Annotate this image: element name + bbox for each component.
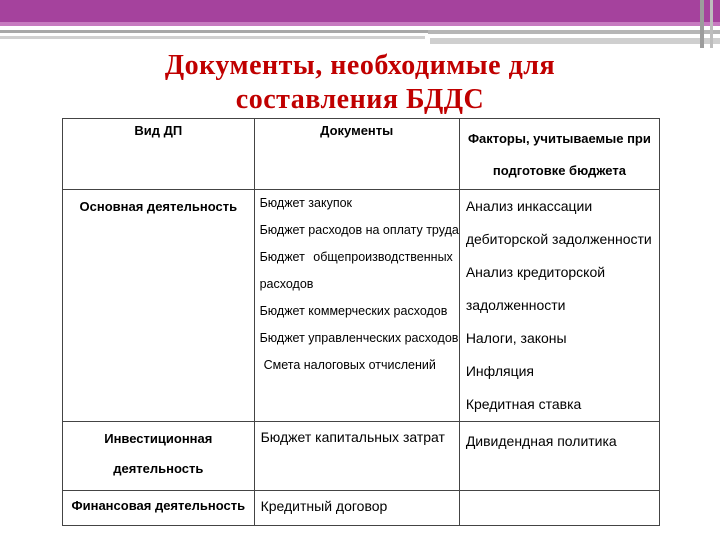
factor-item: Анализ инкассации bbox=[465, 198, 593, 214]
top-decor-band bbox=[0, 0, 720, 22]
title-line-1: Документы, необходимые для bbox=[164, 50, 556, 81]
document-item: Бюджет закупок bbox=[259, 196, 353, 210]
activity-label: Финансовая деятельность bbox=[71, 498, 246, 513]
header-factors-line-2: подготовке бюджета bbox=[492, 163, 626, 178]
table-row bbox=[63, 190, 660, 422]
activity-label-line-1: Инвестиционная bbox=[104, 431, 213, 446]
decor-line bbox=[0, 30, 430, 33]
decor-line bbox=[700, 0, 704, 48]
factor-item: Инфляция bbox=[465, 363, 534, 379]
decor-line bbox=[0, 36, 425, 39]
table-row bbox=[63, 422, 660, 491]
factor-item: Дивидендная политика bbox=[465, 433, 617, 449]
document-item: Бюджет капитальных затрат bbox=[260, 429, 445, 445]
decor-line bbox=[428, 30, 720, 34]
document-item: Бюджет расходов на оплату труда bbox=[259, 223, 459, 237]
document-item-part: общепроизводственных bbox=[313, 250, 453, 264]
document-item: Кредитный договор bbox=[260, 498, 388, 514]
factor-item: задолженности bbox=[465, 297, 566, 313]
header-activity: Вид ДП bbox=[63, 119, 255, 190]
factor-item: дебиторской задолженности bbox=[465, 231, 652, 247]
top-decor-band-light bbox=[0, 22, 720, 26]
header-factors-line-1: Факторы, учитываемые при bbox=[467, 131, 651, 146]
title-line-2: составления БДДС bbox=[235, 84, 485, 115]
decor-line bbox=[430, 38, 720, 44]
activity-cell bbox=[63, 491, 255, 526]
factor-item: Налоги, законы bbox=[465, 330, 567, 346]
factor-item: Кредитная ставка bbox=[465, 396, 582, 412]
document-item: расходов bbox=[259, 277, 314, 291]
factors-cell bbox=[459, 190, 659, 422]
documents-cell bbox=[254, 422, 459, 491]
factors-cell bbox=[459, 422, 659, 491]
header-documents: Документы bbox=[254, 119, 459, 190]
activity-label-line-2: деятельность bbox=[113, 461, 204, 476]
factor-item: Анализ кредиторской bbox=[465, 264, 606, 280]
factors-cell bbox=[459, 491, 659, 526]
documents-cell bbox=[254, 491, 459, 526]
document-item bbox=[255, 244, 459, 271]
table-row bbox=[63, 491, 660, 526]
activity-label: Основная деятельность bbox=[79, 199, 238, 214]
documents-table bbox=[62, 118, 660, 526]
table-header-row bbox=[63, 119, 660, 190]
document-item-part: Бюджет bbox=[259, 250, 305, 264]
slide-title bbox=[0, 49, 720, 117]
activity-cell bbox=[63, 422, 255, 491]
document-item: Бюджет управленческих расходов bbox=[259, 331, 459, 345]
document-item: Бюджет коммерческих расходов bbox=[259, 304, 448, 318]
header-factors bbox=[459, 119, 659, 190]
document-item: Смета налоговых отчислений bbox=[263, 358, 436, 372]
decor-line bbox=[710, 0, 713, 48]
documents-cell bbox=[254, 190, 459, 422]
activity-cell bbox=[63, 190, 255, 422]
